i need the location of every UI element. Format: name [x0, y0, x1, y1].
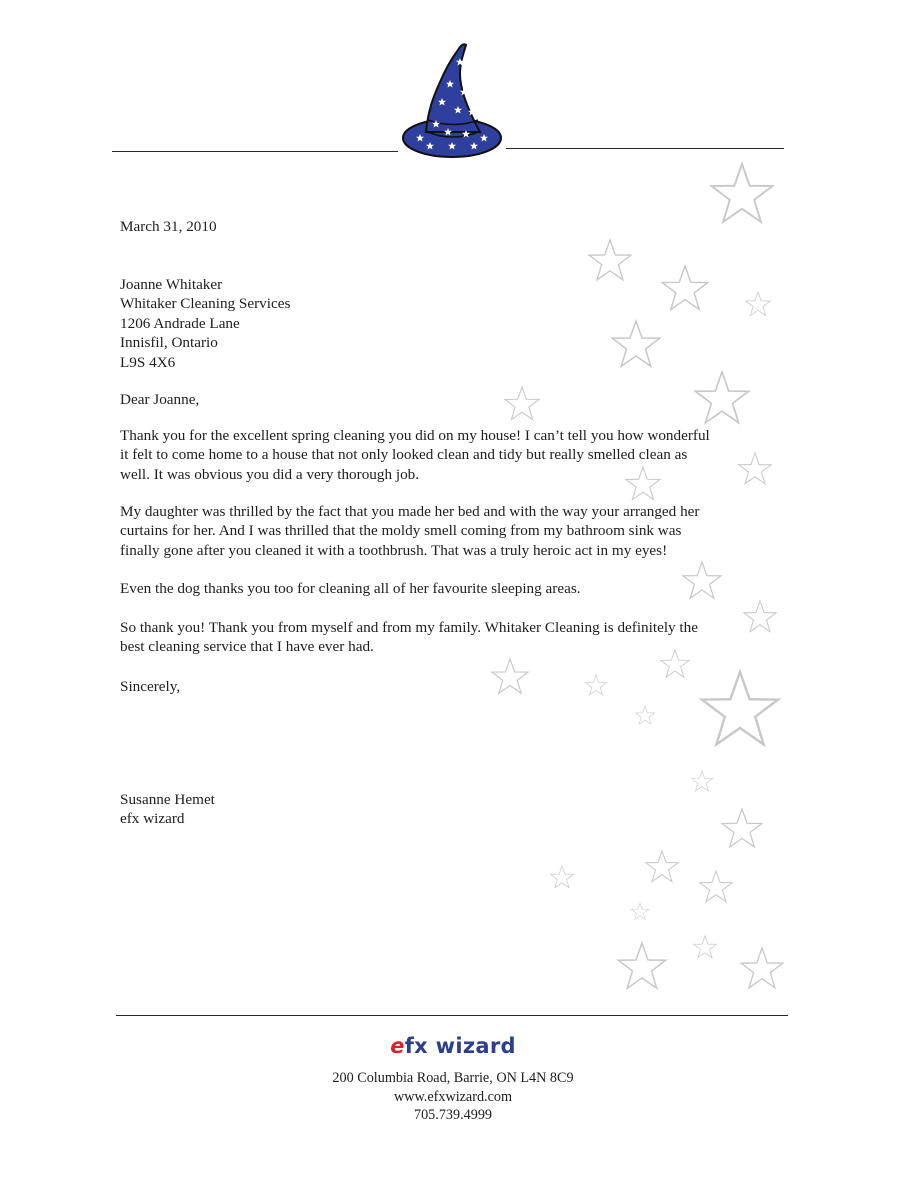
paragraph-line: well. It was obvious you did a very thorough job.	[120, 465, 420, 483]
recipient-city: Innisfil, Ontario	[120, 334, 218, 352]
recipient-street: 1206 Andrade Lane	[120, 314, 240, 332]
body-paragraph-2	[120, 502, 785, 560]
wizard-hat-icon	[398, 40, 506, 162]
signer-company: efx wizard	[120, 810, 185, 828]
paragraph-line: My daughter was thrilled by the fact that you made her bed and with the way your arranged her	[120, 503, 700, 520]
footer-phone: 705.739.4999	[413, 1107, 493, 1123]
brand-name: fx wizard	[404, 1034, 516, 1058]
paragraph-line: finally gone after you cleaned it with a toothbrush. That was a truly heroic act in my eyes!	[120, 541, 668, 559]
recipient-postal-code: L9S 4X6	[120, 353, 176, 371]
salutation: Dear Joanne,	[120, 391, 200, 408]
footer-website: www.efxwizard.com	[393, 1088, 513, 1105]
header-rule-right	[506, 148, 784, 149]
letter-date: March 31, 2010	[120, 218, 217, 235]
paragraph-line: best cleaning service that I have ever had.	[120, 638, 374, 656]
footer-brand-logo	[0, 1034, 906, 1058]
paragraph-line: curtains for her. And I was thrilled that the moldy smell coming from my bathroom sink was	[120, 522, 682, 540]
signer-name: Susanne Hemet	[120, 791, 215, 808]
paragraph-line: it felt to come home to a house that not only looked clean and tidy but really smelled clean as	[120, 446, 688, 464]
paragraph-line: Even the dog thanks you too for cleaning all of her favourite sleeping areas.	[120, 580, 581, 597]
body-paragraph-4	[120, 618, 785, 657]
paragraph-line: Thank you for the excellent spring cleaning you did on my house! I can’t tell you how wonderful	[120, 427, 710, 444]
body-paragraph-3	[120, 579, 785, 598]
recipient-name: Joanne Whitaker	[120, 276, 223, 293]
paragraph-line: So thank you! Thank you from myself and from my family. Whitaker Cleaning is definitely the	[120, 619, 698, 636]
footer-address: 200 Columbia Road, Barrie, ON L4N 8C9	[332, 1070, 574, 1086]
recipient-company: Whitaker Cleaning Services	[120, 295, 291, 313]
recipient-address	[120, 275, 290, 372]
footer-rule	[116, 1015, 788, 1016]
header-rule-left	[112, 151, 398, 152]
brand-e: e	[390, 1034, 405, 1058]
body-paragraph-1	[120, 426, 785, 484]
footer-contact	[0, 1069, 906, 1125]
closing: Sincerely,	[120, 678, 181, 695]
signature-block	[120, 790, 215, 829]
